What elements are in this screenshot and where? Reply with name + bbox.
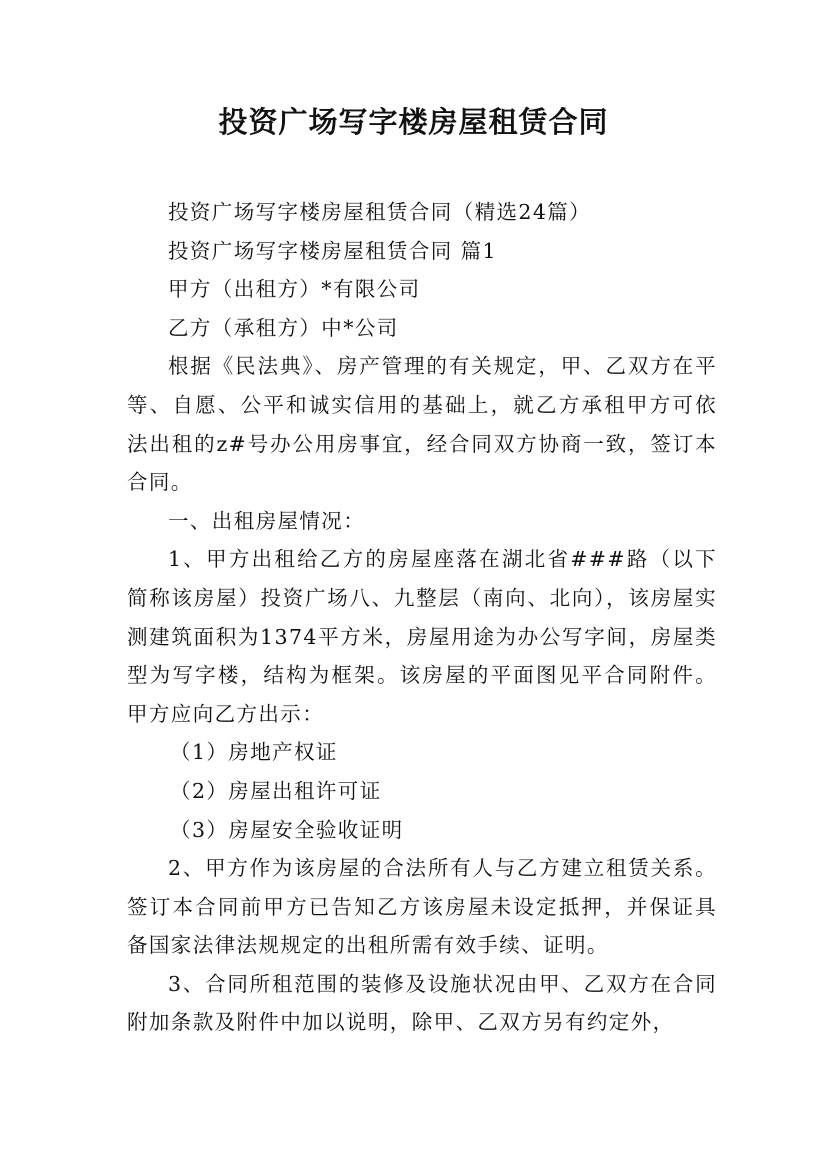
paragraph-subtitle: 投资广场写字楼房屋租赁合同（精选24篇） <box>168 200 592 224</box>
list-item-property-certificate: （1）房地产权证 <box>170 740 338 765</box>
document-body <box>127 193 717 1042</box>
paragraph-preamble: 根据《民法典》、房产管理的有关规定，甲、乙双方在平等、自愿、公平和诚实信用的基础上，就乙方承租甲方可依法出租的z#号办公用房事宜，经合同双方协商一致，签订本合同。 <box>127 354 717 495</box>
paragraph-article-1-heading: 一、出租房屋情况： <box>168 508 366 533</box>
list-item-lease-permit: （2）房屋出租许可证 <box>170 778 382 803</box>
paragraph-party-a: 甲方（出租方）*有限公司 <box>168 277 421 302</box>
paragraph-clause-3: 3、合同所租范围的装修及设施状况由甲、乙双方在合同附加条款及附件中加以说明，除甲、乙双方另有约定外， <box>127 971 717 1035</box>
paragraph-party-b: 乙方（承租方）中*公司 <box>168 315 399 340</box>
paragraph-clause-2: 2、甲方作为该房屋的合法所有人与乙方建立租赁关系。签订本合同前甲方已告知乙方该房屋未设定抵押，并保证具备国家法律法规规定的出租所需有效手续、证明。 <box>127 856 717 958</box>
document-title: 投资广场写字楼房屋租赁合同 <box>218 105 609 139</box>
paragraph-clause-1: 1、甲方出租给乙方的房屋座落在湖北省###路（以下简称该房屋）投资广场八、九整层（南向、北向），该房屋实测建筑面积为1374平方米，房屋用途为办公写字间，房屋类型为写字楼，结构为框架。该房屋的平面图见平合同附件。甲方应向乙方出示： <box>127 547 717 726</box>
list-item-safety-certificate: （3）房屋安全验收证明 <box>170 817 404 842</box>
paragraph-section-heading: 投资广场写字楼房屋租赁合同 篇1 <box>168 238 497 263</box>
